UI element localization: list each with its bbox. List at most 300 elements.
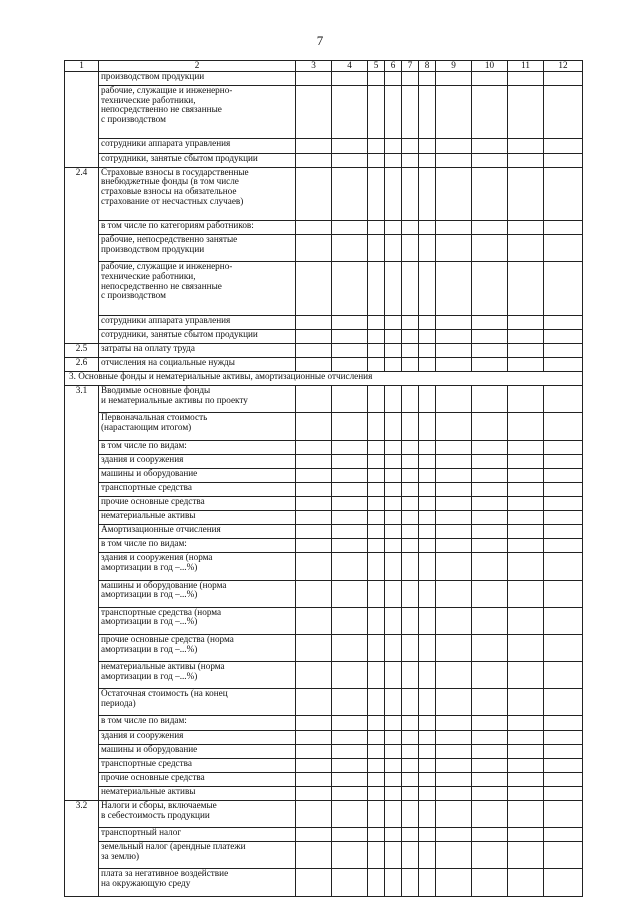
value-cell-col-6[interactable] [385, 72, 402, 86]
value-cell-col-6[interactable] [385, 329, 402, 343]
value-cell-col-12[interactable] [544, 262, 583, 315]
value-cell-col-5[interactable] [368, 607, 385, 634]
value-cell-col-9[interactable] [436, 553, 472, 580]
value-cell-col-3[interactable] [296, 744, 332, 758]
value-cell-col-4[interactable] [332, 329, 368, 343]
value-cell-col-5[interactable] [368, 525, 385, 539]
value-cell-col-10[interactable] [472, 329, 508, 343]
value-cell-col-6[interactable] [385, 167, 402, 220]
value-cell-col-4[interactable] [332, 716, 368, 730]
value-cell-col-7[interactable] [402, 842, 419, 869]
value-cell-col-10[interactable] [472, 454, 508, 468]
value-cell-col-10[interactable] [472, 580, 508, 607]
value-cell-col-5[interactable] [368, 772, 385, 786]
value-cell-col-12[interactable] [544, 662, 583, 689]
value-cell-col-11[interactable] [508, 689, 544, 716]
value-cell-col-6[interactable] [385, 440, 402, 454]
value-cell-col-7[interactable] [402, 454, 419, 468]
value-cell-col-8[interactable] [419, 454, 436, 468]
value-cell-col-9[interactable] [436, 801, 472, 828]
value-cell-col-3[interactable] [296, 869, 332, 896]
value-cell-col-6[interactable] [385, 221, 402, 235]
value-cell-col-10[interactable] [472, 235, 508, 262]
value-cell-col-3[interactable] [296, 525, 332, 539]
value-cell-col-3[interactable] [296, 716, 332, 730]
value-cell-col-3[interactable] [296, 358, 332, 372]
value-cell-col-9[interactable] [436, 454, 472, 468]
value-cell-col-6[interactable] [385, 828, 402, 842]
value-cell-col-6[interactable] [385, 235, 402, 262]
value-cell-col-4[interactable] [332, 386, 368, 413]
value-cell-col-3[interactable] [296, 772, 332, 786]
value-cell-col-7[interactable] [402, 440, 419, 454]
value-cell-col-7[interactable] [402, 772, 419, 786]
value-cell-col-5[interactable] [368, 828, 385, 842]
value-cell-col-9[interactable] [436, 716, 472, 730]
value-cell-col-3[interactable] [296, 72, 332, 86]
value-cell-col-6[interactable] [385, 482, 402, 496]
value-cell-col-8[interactable] [419, 758, 436, 772]
value-cell-col-12[interactable] [544, 539, 583, 553]
value-cell-col-11[interactable] [508, 454, 544, 468]
value-cell-col-7[interactable] [402, 801, 419, 828]
value-cell-col-12[interactable] [544, 221, 583, 235]
value-cell-col-7[interactable] [402, 413, 419, 440]
value-cell-col-3[interactable] [296, 553, 332, 580]
value-cell-col-5[interactable] [368, 634, 385, 661]
value-cell-col-11[interactable] [508, 828, 544, 842]
value-cell-col-3[interactable] [296, 689, 332, 716]
value-cell-col-5[interactable] [368, 482, 385, 496]
value-cell-col-5[interactable] [368, 580, 385, 607]
value-cell-col-12[interactable] [544, 329, 583, 343]
value-cell-col-12[interactable] [544, 358, 583, 372]
value-cell-col-6[interactable] [385, 786, 402, 800]
value-cell-col-12[interactable] [544, 744, 583, 758]
value-cell-col-10[interactable] [472, 553, 508, 580]
value-cell-col-3[interactable] [296, 801, 332, 828]
value-cell-col-6[interactable] [385, 689, 402, 716]
value-cell-col-7[interactable] [402, 139, 419, 153]
value-cell-col-12[interactable] [544, 689, 583, 716]
value-cell-col-10[interactable] [472, 482, 508, 496]
value-cell-col-5[interactable] [368, 801, 385, 828]
value-cell-col-8[interactable] [419, 496, 436, 510]
value-cell-col-3[interactable] [296, 828, 332, 842]
value-cell-col-9[interactable] [436, 758, 472, 772]
value-cell-col-4[interactable] [332, 468, 368, 482]
value-cell-col-8[interactable] [419, 786, 436, 800]
value-cell-col-8[interactable] [419, 413, 436, 440]
value-cell-col-10[interactable] [472, 801, 508, 828]
value-cell-col-6[interactable] [385, 553, 402, 580]
value-cell-col-5[interactable] [368, 662, 385, 689]
value-cell-col-11[interactable] [508, 716, 544, 730]
value-cell-col-9[interactable] [436, 511, 472, 525]
value-cell-col-9[interactable] [436, 772, 472, 786]
value-cell-col-12[interactable] [544, 496, 583, 510]
value-cell-col-10[interactable] [472, 139, 508, 153]
value-cell-col-6[interactable] [385, 358, 402, 372]
value-cell-col-12[interactable] [544, 580, 583, 607]
value-cell-col-5[interactable] [368, 86, 385, 139]
value-cell-col-5[interactable] [368, 511, 385, 525]
value-cell-col-7[interactable] [402, 553, 419, 580]
value-cell-col-5[interactable] [368, 689, 385, 716]
value-cell-col-9[interactable] [436, 167, 472, 220]
value-cell-col-12[interactable] [544, 468, 583, 482]
value-cell-col-3[interactable] [296, 315, 332, 329]
value-cell-col-12[interactable] [544, 86, 583, 139]
value-cell-col-6[interactable] [385, 634, 402, 661]
value-cell-col-3[interactable] [296, 786, 332, 800]
value-cell-col-8[interactable] [419, 153, 436, 167]
value-cell-col-11[interactable] [508, 744, 544, 758]
value-cell-col-12[interactable] [544, 315, 583, 329]
value-cell-col-12[interactable] [544, 72, 583, 86]
value-cell-col-12[interactable] [544, 454, 583, 468]
value-cell-col-6[interactable] [385, 539, 402, 553]
value-cell-col-6[interactable] [385, 525, 402, 539]
value-cell-col-12[interactable] [544, 869, 583, 896]
value-cell-col-9[interactable] [436, 496, 472, 510]
value-cell-col-11[interactable] [508, 262, 544, 315]
value-cell-col-12[interactable] [544, 511, 583, 525]
value-cell-col-4[interactable] [332, 139, 368, 153]
value-cell-col-10[interactable] [472, 386, 508, 413]
value-cell-col-4[interactable] [332, 167, 368, 220]
value-cell-col-10[interactable] [472, 772, 508, 786]
value-cell-col-7[interactable] [402, 716, 419, 730]
value-cell-col-10[interactable] [472, 468, 508, 482]
value-cell-col-7[interactable] [402, 539, 419, 553]
value-cell-col-12[interactable] [544, 772, 583, 786]
value-cell-col-4[interactable] [332, 786, 368, 800]
value-cell-col-8[interactable] [419, 525, 436, 539]
value-cell-col-6[interactable] [385, 744, 402, 758]
value-cell-col-3[interactable] [296, 139, 332, 153]
value-cell-col-11[interactable] [508, 758, 544, 772]
value-cell-col-11[interactable] [508, 358, 544, 372]
value-cell-col-11[interactable] [508, 525, 544, 539]
value-cell-col-4[interactable] [332, 440, 368, 454]
value-cell-col-5[interactable] [368, 730, 385, 744]
value-cell-col-6[interactable] [385, 842, 402, 869]
value-cell-col-6[interactable] [385, 315, 402, 329]
value-cell-col-10[interactable] [472, 221, 508, 235]
value-cell-col-10[interactable] [472, 634, 508, 661]
value-cell-col-5[interactable] [368, 716, 385, 730]
value-cell-col-5[interactable] [368, 553, 385, 580]
value-cell-col-10[interactable] [472, 842, 508, 869]
value-cell-col-5[interactable] [368, 539, 385, 553]
value-cell-col-10[interactable] [472, 86, 508, 139]
value-cell-col-7[interactable] [402, 828, 419, 842]
value-cell-col-9[interactable] [436, 358, 472, 372]
value-cell-col-7[interactable] [402, 315, 419, 329]
value-cell-col-7[interactable] [402, 662, 419, 689]
value-cell-col-10[interactable] [472, 869, 508, 896]
value-cell-col-10[interactable] [472, 72, 508, 86]
value-cell-col-4[interactable] [332, 730, 368, 744]
value-cell-col-6[interactable] [385, 580, 402, 607]
value-cell-col-4[interactable] [332, 662, 368, 689]
value-cell-col-5[interactable] [368, 139, 385, 153]
value-cell-col-5[interactable] [368, 440, 385, 454]
value-cell-col-7[interactable] [402, 482, 419, 496]
value-cell-col-5[interactable] [368, 221, 385, 235]
value-cell-col-11[interactable] [508, 482, 544, 496]
value-cell-col-8[interactable] [419, 662, 436, 689]
value-cell-col-8[interactable] [419, 689, 436, 716]
value-cell-col-12[interactable] [544, 828, 583, 842]
value-cell-col-3[interactable] [296, 511, 332, 525]
value-cell-col-6[interactable] [385, 496, 402, 510]
value-cell-col-4[interactable] [332, 72, 368, 86]
value-cell-col-8[interactable] [419, 468, 436, 482]
value-cell-col-3[interactable] [296, 482, 332, 496]
value-cell-col-4[interactable] [332, 758, 368, 772]
value-cell-col-6[interactable] [385, 454, 402, 468]
value-cell-col-7[interactable] [402, 744, 419, 758]
value-cell-col-8[interactable] [419, 440, 436, 454]
value-cell-col-12[interactable] [544, 525, 583, 539]
value-cell-col-3[interactable] [296, 343, 332, 357]
value-cell-col-5[interactable] [368, 758, 385, 772]
value-cell-col-8[interactable] [419, 235, 436, 262]
value-cell-col-4[interactable] [332, 828, 368, 842]
value-cell-col-6[interactable] [385, 262, 402, 315]
value-cell-col-11[interactable] [508, 343, 544, 357]
value-cell-col-9[interactable] [436, 468, 472, 482]
value-cell-col-10[interactable] [472, 730, 508, 744]
value-cell-col-4[interactable] [332, 454, 368, 468]
value-cell-col-4[interactable] [332, 482, 368, 496]
value-cell-col-5[interactable] [368, 153, 385, 167]
value-cell-col-10[interactable] [472, 786, 508, 800]
value-cell-col-10[interactable] [472, 343, 508, 357]
value-cell-col-4[interactable] [332, 343, 368, 357]
value-cell-col-4[interactable] [332, 86, 368, 139]
value-cell-col-7[interactable] [402, 329, 419, 343]
value-cell-col-9[interactable] [436, 662, 472, 689]
value-cell-col-4[interactable] [332, 553, 368, 580]
value-cell-col-7[interactable] [402, 262, 419, 315]
value-cell-col-5[interactable] [368, 454, 385, 468]
value-cell-col-11[interactable] [508, 580, 544, 607]
value-cell-col-9[interactable] [436, 343, 472, 357]
value-cell-col-7[interactable] [402, 167, 419, 220]
value-cell-col-8[interactable] [419, 315, 436, 329]
value-cell-col-11[interactable] [508, 772, 544, 786]
value-cell-col-8[interactable] [419, 869, 436, 896]
value-cell-col-3[interactable] [296, 329, 332, 343]
value-cell-col-12[interactable] [544, 440, 583, 454]
value-cell-col-3[interactable] [296, 454, 332, 468]
value-cell-col-5[interactable] [368, 869, 385, 896]
value-cell-col-9[interactable] [436, 329, 472, 343]
value-cell-col-6[interactable] [385, 869, 402, 896]
value-cell-col-7[interactable] [402, 386, 419, 413]
value-cell-col-11[interactable] [508, 607, 544, 634]
value-cell-col-10[interactable] [472, 525, 508, 539]
value-cell-col-5[interactable] [368, 329, 385, 343]
value-cell-col-11[interactable] [508, 167, 544, 220]
value-cell-col-8[interactable] [419, 744, 436, 758]
value-cell-col-9[interactable] [436, 440, 472, 454]
value-cell-col-4[interactable] [332, 539, 368, 553]
value-cell-col-9[interactable] [436, 221, 472, 235]
value-cell-col-6[interactable] [385, 413, 402, 440]
value-cell-col-6[interactable] [385, 86, 402, 139]
value-cell-col-11[interactable] [508, 662, 544, 689]
value-cell-col-11[interactable] [508, 801, 544, 828]
value-cell-col-8[interactable] [419, 539, 436, 553]
value-cell-col-7[interactable] [402, 86, 419, 139]
value-cell-col-11[interactable] [508, 386, 544, 413]
value-cell-col-7[interactable] [402, 358, 419, 372]
value-cell-col-10[interactable] [472, 496, 508, 510]
value-cell-col-11[interactable] [508, 786, 544, 800]
value-cell-col-12[interactable] [544, 716, 583, 730]
value-cell-col-4[interactable] [332, 580, 368, 607]
value-cell-col-9[interactable] [436, 386, 472, 413]
value-cell-col-7[interactable] [402, 468, 419, 482]
value-cell-col-9[interactable] [436, 153, 472, 167]
value-cell-col-5[interactable] [368, 386, 385, 413]
value-cell-col-11[interactable] [508, 468, 544, 482]
value-cell-col-4[interactable] [332, 221, 368, 235]
value-cell-col-8[interactable] [419, 511, 436, 525]
value-cell-col-12[interactable] [544, 413, 583, 440]
value-cell-col-7[interactable] [402, 730, 419, 744]
value-cell-col-12[interactable] [544, 730, 583, 744]
value-cell-col-10[interactable] [472, 315, 508, 329]
value-cell-col-9[interactable] [436, 525, 472, 539]
value-cell-col-5[interactable] [368, 468, 385, 482]
value-cell-col-4[interactable] [332, 262, 368, 315]
value-cell-col-11[interactable] [508, 511, 544, 525]
value-cell-col-6[interactable] [385, 801, 402, 828]
value-cell-col-9[interactable] [436, 828, 472, 842]
value-cell-col-7[interactable] [402, 511, 419, 525]
value-cell-col-4[interactable] [332, 801, 368, 828]
value-cell-col-3[interactable] [296, 167, 332, 220]
value-cell-col-10[interactable] [472, 758, 508, 772]
value-cell-col-4[interactable] [332, 634, 368, 661]
value-cell-col-10[interactable] [472, 607, 508, 634]
value-cell-col-5[interactable] [368, 496, 385, 510]
value-cell-col-3[interactable] [296, 842, 332, 869]
value-cell-col-9[interactable] [436, 482, 472, 496]
value-cell-col-8[interactable] [419, 716, 436, 730]
value-cell-col-11[interactable] [508, 72, 544, 86]
value-cell-col-4[interactable] [332, 153, 368, 167]
value-cell-col-4[interactable] [332, 511, 368, 525]
value-cell-col-10[interactable] [472, 744, 508, 758]
value-cell-col-8[interactable] [419, 607, 436, 634]
value-cell-col-12[interactable] [544, 634, 583, 661]
value-cell-col-9[interactable] [436, 786, 472, 800]
value-cell-col-10[interactable] [472, 828, 508, 842]
value-cell-col-12[interactable] [544, 842, 583, 869]
value-cell-col-12[interactable] [544, 139, 583, 153]
value-cell-col-8[interactable] [419, 329, 436, 343]
value-cell-col-3[interactable] [296, 662, 332, 689]
value-cell-col-10[interactable] [472, 662, 508, 689]
value-cell-col-11[interactable] [508, 153, 544, 167]
value-cell-col-12[interactable] [544, 758, 583, 772]
value-cell-col-7[interactable] [402, 689, 419, 716]
value-cell-col-5[interactable] [368, 167, 385, 220]
value-cell-col-12[interactable] [544, 153, 583, 167]
value-cell-col-9[interactable] [436, 869, 472, 896]
value-cell-col-12[interactable] [544, 167, 583, 220]
value-cell-col-9[interactable] [436, 72, 472, 86]
value-cell-col-9[interactable] [436, 139, 472, 153]
value-cell-col-11[interactable] [508, 413, 544, 440]
value-cell-col-9[interactable] [436, 413, 472, 440]
value-cell-col-11[interactable] [508, 329, 544, 343]
value-cell-col-11[interactable] [508, 440, 544, 454]
value-cell-col-10[interactable] [472, 167, 508, 220]
value-cell-col-3[interactable] [296, 262, 332, 315]
value-cell-col-8[interactable] [419, 842, 436, 869]
value-cell-col-7[interactable] [402, 221, 419, 235]
value-cell-col-6[interactable] [385, 772, 402, 786]
value-cell-col-12[interactable] [544, 386, 583, 413]
value-cell-col-7[interactable] [402, 634, 419, 661]
value-cell-col-9[interactable] [436, 580, 472, 607]
value-cell-col-8[interactable] [419, 553, 436, 580]
value-cell-col-8[interactable] [419, 139, 436, 153]
value-cell-col-5[interactable] [368, 413, 385, 440]
value-cell-col-9[interactable] [436, 86, 472, 139]
value-cell-col-9[interactable] [436, 689, 472, 716]
value-cell-col-9[interactable] [436, 607, 472, 634]
value-cell-col-10[interactable] [472, 689, 508, 716]
value-cell-col-5[interactable] [368, 72, 385, 86]
value-cell-col-6[interactable] [385, 511, 402, 525]
value-cell-col-5[interactable] [368, 235, 385, 262]
value-cell-col-7[interactable] [402, 869, 419, 896]
value-cell-col-11[interactable] [508, 869, 544, 896]
value-cell-col-8[interactable] [419, 482, 436, 496]
value-cell-col-4[interactable] [332, 689, 368, 716]
value-cell-col-8[interactable] [419, 343, 436, 357]
value-cell-col-4[interactable] [332, 235, 368, 262]
value-cell-col-5[interactable] [368, 358, 385, 372]
value-cell-col-3[interactable] [296, 221, 332, 235]
value-cell-col-10[interactable] [472, 511, 508, 525]
value-cell-col-5[interactable] [368, 262, 385, 315]
value-cell-col-7[interactable] [402, 496, 419, 510]
value-cell-col-7[interactable] [402, 758, 419, 772]
value-cell-col-8[interactable] [419, 167, 436, 220]
value-cell-col-10[interactable] [472, 413, 508, 440]
value-cell-col-12[interactable] [544, 482, 583, 496]
value-cell-col-11[interactable] [508, 842, 544, 869]
value-cell-col-11[interactable] [508, 539, 544, 553]
value-cell-col-3[interactable] [296, 153, 332, 167]
value-cell-col-8[interactable] [419, 580, 436, 607]
value-cell-col-7[interactable] [402, 343, 419, 357]
value-cell-col-8[interactable] [419, 358, 436, 372]
value-cell-col-7[interactable] [402, 525, 419, 539]
value-cell-col-4[interactable] [332, 358, 368, 372]
value-cell-col-4[interactable] [332, 869, 368, 896]
value-cell-col-3[interactable] [296, 413, 332, 440]
